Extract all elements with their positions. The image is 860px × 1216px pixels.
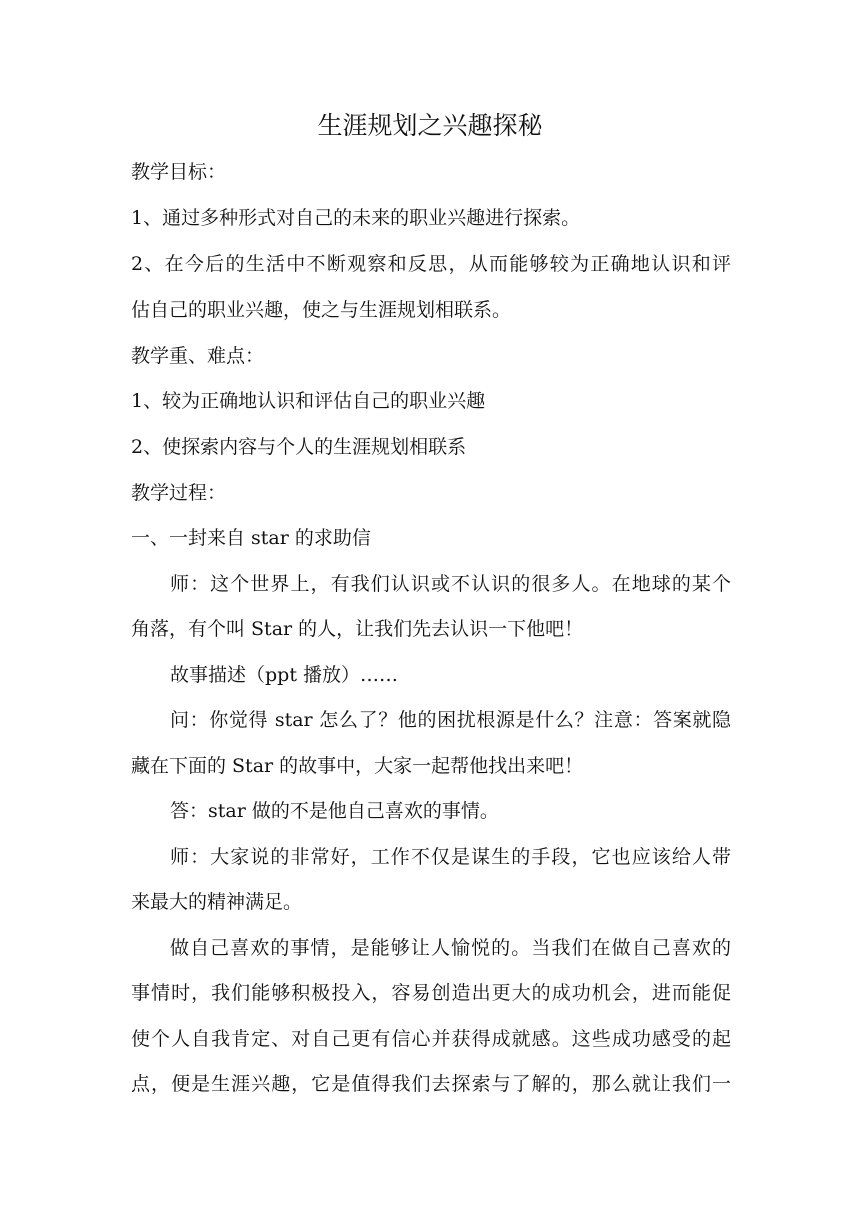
paragraph-line: 做自己喜欢的事情，是能够让人愉悦的。当我们在做自己喜欢的 (170, 937, 731, 959)
document-title: 生涯规划之兴趣探秘 (317, 111, 543, 140)
paragraph-line: 师：这个世界上，有我们认识或不认识的很多人。在地球的某个 (170, 573, 731, 595)
paragraph-line: 使个人自我肯定、对自己更有信心并获得成就感。这些成功感受的起 (131, 1028, 731, 1050)
paragraph-line: 答：star 做的不是他自己喜欢的事情。 (170, 800, 499, 822)
heading-teaching-process: 教学过程： (131, 482, 227, 504)
paragraph-line: 事情时，我们能够积极投入，容易创造出更大的成功机会，进而能促 (131, 982, 731, 1004)
goal-item-2-continued: 估自己的职业兴趣，使之与生涯规划相联系。 (131, 299, 512, 321)
paragraph-line: 点，便是生涯兴趣，它是值得我们去探索与了解的，那么就让我们一 (131, 1073, 731, 1095)
heading-teaching-goals: 教学目标： (131, 161, 227, 183)
paragraph-line: 藏在下面的 Star 的故事中，大家一起帮他找出来吧！ (131, 755, 584, 777)
paragraph-line: 来最大的精神满足。 (131, 891, 303, 913)
section-heading-1: 一、一封来自 star 的求助信 (131, 527, 371, 549)
paragraph-line: 故事描述（ppt 播放）…… (170, 664, 399, 686)
paragraph-line: 角落，有个叫 Star 的人，让我们先去认识一下他吧！ (131, 618, 584, 640)
goal-item-1: 1、通过多种形式对自己的未来的职业兴趣进行探索。 (131, 207, 581, 229)
paragraph-line: 问：你觉得 star 怎么了？他的困扰根源是什么？注意：答案就隐 (170, 709, 731, 731)
key-point-2: 2、使探索内容与个人的生涯规划相联系 (131, 436, 467, 458)
paragraph-line: 师：大家说的非常好，工作不仅是谋生的手段，它也应该给人带 (170, 846, 731, 868)
heading-key-points: 教学重、难点： (131, 345, 265, 367)
goal-item-2: 2、在今后的生活中不断观察和反思，从而能够较为正确地认识和评 (131, 253, 731, 275)
key-point-1: 1、较为正确地认识和评估自己的职业兴趣 (131, 390, 486, 412)
